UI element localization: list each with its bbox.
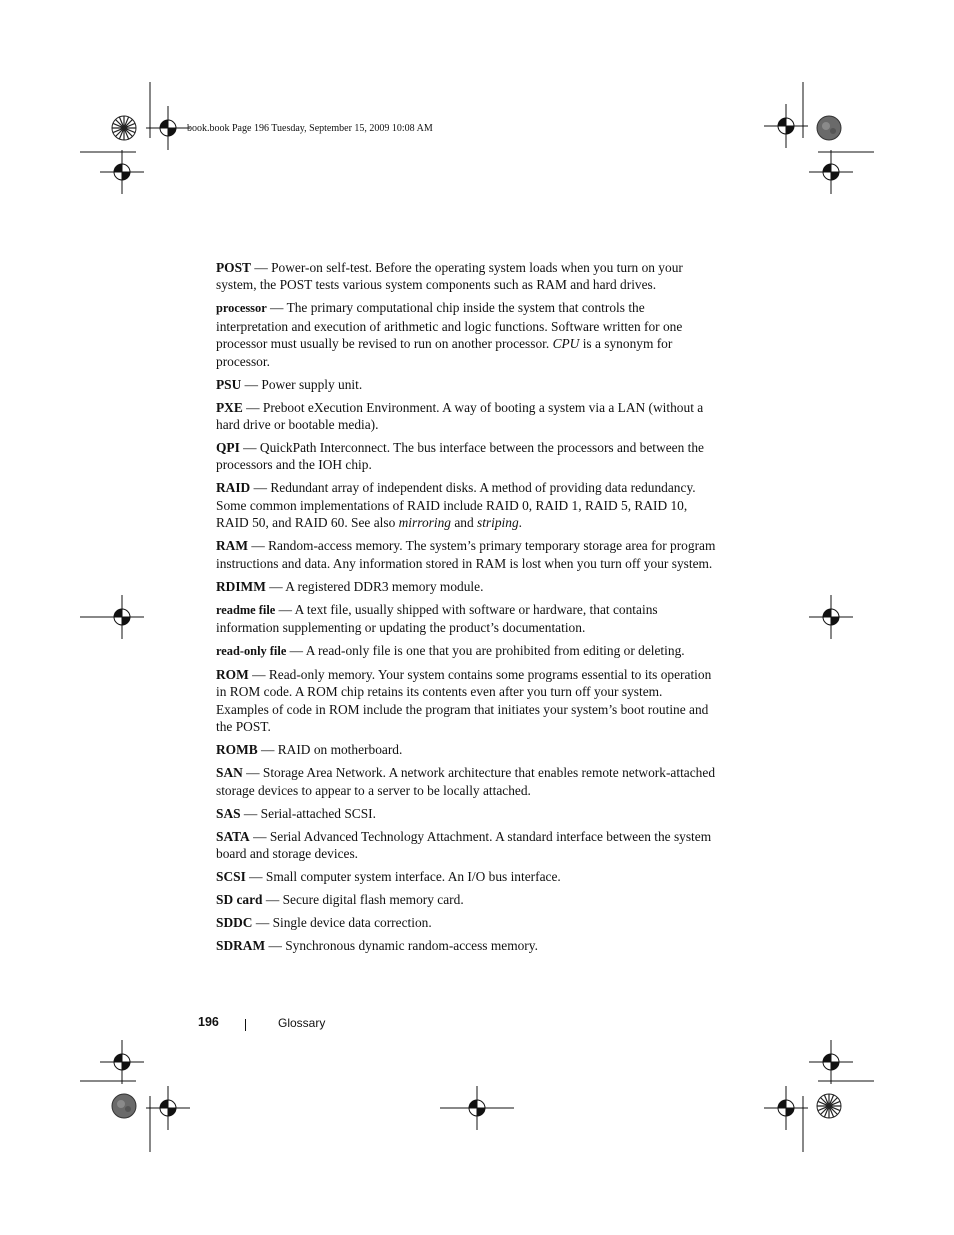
- registration-mark: [146, 1086, 190, 1130]
- definition-text: Serial Advanced Technology Attachment. A standard interface between the system board and storage devices.: [216, 828, 712, 862]
- definition-text: Redundant array of independent disks. A method of providing data redundancy. Some common implementations of RAID include RAID 0, RAID 1, RAID 5, RAID 10, RAID 50, and RAID 60. See also: [216, 480, 696, 531]
- term-separator: —: [265, 938, 286, 954]
- definition-text: .: [518, 515, 523, 531]
- glossary-entry: [216, 439, 716, 474]
- registration-mark: [809, 595, 853, 639]
- definition-text: A read-only file is one that you are prohibited from editing or deleting.: [305, 643, 685, 659]
- glossary-entry: [216, 805, 716, 822]
- glossary-term: SATA: [216, 828, 250, 844]
- glossary-term: PXE: [216, 399, 243, 415]
- glossary-entry: [216, 764, 716, 799]
- section-name: Glossary: [278, 1016, 326, 1030]
- definition-text: Read-only memory. Your system contains some programs essential to its operation in ROM code. A ROM chip retains its contents even after you turn off your system. Examples of code in ROM include the program that initiates your system’s boot routine and the POST.: [216, 667, 712, 735]
- glossary-term: SDDC: [216, 915, 253, 931]
- glossary-body: [216, 259, 716, 960]
- term-separator: —: [250, 260, 272, 275]
- definition-text: Power-on self-test. Before the operating system loads when you turn on your system, the POST tests various system components such as RAM and hard drives.: [216, 260, 683, 293]
- glossary-entry: [216, 578, 716, 595]
- glossary-entry: [216, 537, 716, 572]
- term-separator: —: [239, 440, 260, 456]
- registration-mark: [809, 150, 853, 194]
- glossary-term: PSU: [216, 376, 242, 392]
- term-separator: —: [275, 601, 295, 617]
- glossary-entry: [216, 601, 716, 637]
- definition-text: Serial-attached SCSI.: [260, 805, 376, 821]
- definition-text: Preboot eXecution Environment. A way of booting a system via a LAN (without a hard drive or bootable media).: [216, 399, 704, 433]
- definition-emphasis: CPU: [552, 336, 580, 352]
- definition-text: Single device data correction.: [272, 915, 432, 931]
- glossary-term: processor: [216, 301, 267, 316]
- definition-text: Power supply unit.: [261, 376, 363, 392]
- registration-mark: [809, 1040, 853, 1084]
- term-separator: —: [242, 399, 263, 415]
- glossary-entry: [216, 666, 716, 736]
- definition-text: Secure digital flash memory card.: [282, 892, 464, 908]
- gray-patch-mark: [112, 1094, 136, 1118]
- glossary-entry: [216, 891, 716, 908]
- glossary-entry: [216, 937, 716, 954]
- definition-text: A registered DDR3 memory module.: [285, 578, 484, 594]
- definition-text: is a synonym for processor.: [216, 336, 673, 369]
- term-separator: —: [241, 376, 262, 392]
- definition-text: Small computer system interface. An I/O bus interface.: [265, 869, 561, 885]
- definition-text: and: [450, 515, 477, 531]
- glossary-term: ROMB: [216, 742, 258, 758]
- glossary-term: RAM: [216, 538, 248, 554]
- glossary-entry: [216, 399, 716, 434]
- registration-mark: [100, 1040, 144, 1084]
- glossary-term: RDIMM: [216, 578, 266, 594]
- registration-mark: [764, 1086, 808, 1130]
- glossary-entry: [216, 741, 716, 758]
- glossary-term: SDRAM: [216, 938, 266, 954]
- term-separator: —: [248, 667, 269, 683]
- registration-mark: [764, 104, 808, 148]
- glossary-entry: [216, 479, 716, 531]
- definition-text: Storage Area Network. A network architecture that enables remote network-attached storage devices to appear to a server to be locally attached.: [216, 765, 716, 798]
- term-separator: —: [247, 538, 269, 554]
- gray-patch-mark: [817, 116, 841, 140]
- definition-text: Synchronous dynamic random-access memory.: [285, 938, 538, 954]
- glossary-term: readme file: [216, 602, 276, 617]
- term-separator: —: [266, 300, 287, 316]
- term-separator: —: [257, 742, 278, 758]
- definition-emphasis: mirroring: [398, 515, 451, 531]
- definition-text: The primary computational chip inside the system that controls the interpretation and execution of arithmetic and logic functions. Software written for one processor must usually be revised to run on another processor.: [216, 300, 683, 352]
- glossary-term: SCSI: [216, 869, 246, 885]
- glossary-term: RAID: [216, 480, 251, 496]
- term-separator: —: [240, 805, 261, 821]
- glossary-term: SAS: [216, 805, 241, 821]
- term-separator: —: [245, 869, 266, 885]
- term-separator: —: [249, 828, 270, 844]
- definition-text: A text file, usually shipped with software or hardware, that contains information supplementing or updating the product’s documentation.: [216, 601, 658, 636]
- glossary-entry: [216, 914, 716, 931]
- color-wheel-mark: [817, 1094, 841, 1118]
- glossary-term: QPI: [216, 440, 240, 456]
- term-separator: —: [286, 643, 306, 659]
- term-separator: —: [252, 915, 273, 931]
- footer-divider: [245, 1019, 246, 1031]
- glossary-entry: [216, 868, 716, 885]
- glossary-entry: [216, 299, 716, 370]
- registration-mark: [100, 150, 144, 194]
- glossary-term: POST: [216, 260, 251, 275]
- definition-text: QuickPath Interconnect. The bus interface between the processors and between the processors and the IOH chip.: [216, 440, 704, 473]
- glossary-entry: [216, 828, 716, 863]
- glossary-term: ROM: [216, 667, 249, 683]
- glossary-term: SD card: [216, 892, 263, 908]
- definition-text: RAID on motherboard.: [277, 742, 403, 758]
- term-separator: —: [265, 578, 286, 594]
- glossary-term: SAN: [216, 765, 243, 781]
- print-slug: book.book Page 196 Tuesday, September 15, 2009 10:08 AM: [187, 123, 433, 134]
- term-separator: —: [262, 892, 283, 908]
- definition-emphasis: striping: [477, 515, 519, 531]
- color-wheel-mark: [112, 116, 136, 140]
- glossary-entry: [216, 259, 716, 294]
- term-separator: —: [242, 765, 263, 781]
- glossary-entry: [216, 642, 716, 660]
- term-separator: —: [250, 480, 271, 496]
- glossary-entry: [216, 376, 716, 393]
- registration-mark: [146, 106, 190, 150]
- definition-text: Random-access memory. The system’s primary temporary storage area for program instructions and data. Any information stored in RAM is lost when you turn off your system.: [216, 538, 716, 571]
- glossary-term: read-only file: [216, 644, 287, 659]
- page-number: 196: [198, 1015, 219, 1029]
